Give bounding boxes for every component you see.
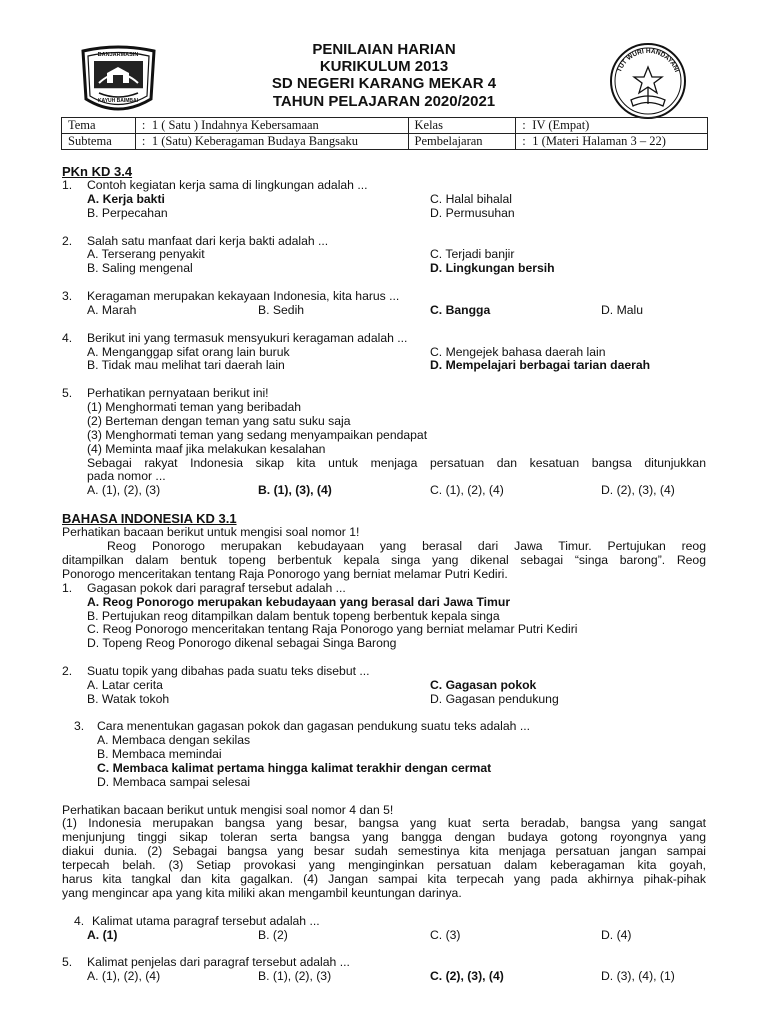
svg-text:BANJARMASIN: BANJARMASIN [97,52,139,58]
option-b: B. Tidak mau melihat tari daerah lain [87,358,285,372]
pembelajaran-label: Pembelajaran [408,134,516,150]
option-a-correct: A. Kerja bakti [87,192,165,206]
reading-passage-line: ditampilkan dalam bentuk topeng berbentuk kepala singa yang dikenal sebagai “singa barong”. Reog [62,553,706,567]
option-d-correct: D. Lingkungan bersih [430,261,555,275]
svg-text:TUT WURI HANDAYANI: TUT WURI HANDAYANI [615,47,681,74]
question-number: 2. [62,234,73,248]
question-number: 4. [62,331,73,345]
option-d: D. (3), (4), (1) [601,969,675,983]
option-d: D. Membaca sampai selesai [97,775,251,789]
question-text: Keragaman merupakan kekayaan Indonesia, kita harus ... [87,289,400,303]
header-school: SD NEGERI KARANG MEKAR 4 [271,75,497,92]
reading-passage-line: harus kita tangkal dan kita gagalkan. (4) Jangan sampai kita terpecah yang pada akhirnya pihak-pihak [62,872,706,886]
option-c: C. Mengejek bahasa daerah lain [430,345,606,359]
option-c: C. (1), (2), (4) [430,483,504,497]
question-text: Cara menentukan gagasan pokok dan gagasan pendukung suatu teks adalah ... [97,719,530,733]
option-d-correct: D. Mempelajari berbagai tarian daerah [430,358,651,372]
option-a-correct: A. (1) [87,928,118,942]
option-d: D. Permusuhan [430,206,515,220]
tema-label: Tema [62,118,136,134]
option-a: A. (1), (2), (4) [87,969,161,983]
kelas-value: : IV (Empat) [516,118,708,134]
tema-value: : 1 ( Satu ) Indahnya Kebersamaan [135,118,408,134]
option-b: B. Membaca memindai [97,747,222,761]
info-table [61,117,708,150]
question-number: 1. [62,581,73,595]
question-stem-cont: pada nomor ... [87,469,166,483]
question-number: 5. [62,386,73,400]
option-b: B. Watak tokoh [87,692,170,706]
question-number: 2. [62,664,73,678]
question-text: Perhatikan pernyataan berikut ini! [87,386,269,400]
header-year: TAHUN PELAJARAN 2020/2021 [272,93,496,110]
question-stem: Sebagai rakyat Indonesia sikap kita untuk menjaga persatuan dan kesatuan bangsa ditunjukkan [87,456,706,470]
question-number: 1. [62,178,73,192]
subtema-label: Subtema [62,134,136,150]
statement-1: (1) Menghormati teman yang beribadah [87,400,302,414]
section-title-pkn: PKn KD 3.4 [62,164,133,179]
option-b-correct: B. (1), (3), (4) [258,483,332,497]
question-text: Gagasan pokok dari paragraf tersebut adalah ... [87,581,346,595]
pembelajaran-value: : 1 (Materi Halaman 3 – 22) [516,134,708,150]
reading-passage-line: (1) Indonesia merupakan bangsa yang besar, bangsa yang kuat serta beradab, bangsa yang sangat [62,816,706,830]
section-title-bahasa-indonesia: BAHASA INDONESIA KD 3.1 [62,511,237,526]
question-number: 4. [74,914,85,928]
question-text: Suatu topik yang dibahas pada suatu teks disebut ... [87,664,370,678]
question-number: 3. [62,289,73,303]
option-c: C. Terjadi banjir [430,247,515,261]
reading-instruction: Perhatikan bacaan berikut untuk mengisi soal nomor 4 dan 5! [62,803,394,817]
option-b: B. Sedih [258,303,305,317]
option-d: D. Malu [601,303,643,317]
option-b: B. (2) [258,928,288,942]
option-c-correct: C. (2), (3), (4) [430,969,504,983]
option-a: A. Terserang penyakit [87,247,205,261]
page-header [0,0,768,118]
kelas-label: Kelas [408,118,516,134]
reading-passage-line: yang mengincar apa yang kita miliki akan mengambil keuntungan darinya. [62,886,462,900]
option-d: D. (2), (3), (4) [601,483,675,497]
statement-3: (3) Menghormati teman yang sedang menyampaikan pendapat [87,428,428,442]
option-b: B. Pertujukan reog ditampilkan dalam bentuk topeng berbentuk kepala singa [87,609,500,623]
option-c: C. Reog Ponorogo menceritakan tentang Raja Ponorogo yang berniat melamar Putri Kediri [87,622,578,636]
question-text: Contoh kegiatan kerja sama di lingkungan adalah ... [87,178,368,192]
header-title: PENILAIAN HARIAN [312,41,456,58]
question-number: 3. [74,719,85,733]
reading-passage-line: Reog Ponorogo merupakan kebudayaan yang berasal dari Jawa Timur. Pertujukan reog [107,539,706,553]
statement-2: (2) Berteman dengan teman yang satu suku saja [87,414,351,428]
option-d: D. Gagasan pendukung [430,692,559,706]
reading-instruction: Perhatikan bacaan berikut untuk mengisi soal nomor 1! [62,525,360,539]
option-c-correct: C. Membaca kalimat pertama hingga kalimat terakhir dengan cermat [97,761,492,775]
subtema-value: : 1 (Satu) Keberagaman Budaya Bangsaku [135,134,408,150]
option-c: C. Halal bihalal [430,192,512,206]
option-c-correct: C. Gagasan pokok [430,678,537,692]
option-d: D. (4) [601,928,632,942]
question-text: Berikut ini yang termasuk mensyukuri keragaman adalah ... [87,331,408,345]
reading-passage-line: Ponorogo menceritakan tentang Raja Ponorogo yang berniat melamar Putri Kediri. [62,567,508,581]
question-text: Kalimat utama paragraf tersebut adalah ... [92,914,320,928]
reading-passage-line: diakui dunia. (2) Sebagai bangsa yang besar sudah semestinya kita menjaga persatuan jangan sampai [62,844,706,858]
reading-passage-line: terpecah belah. (3) Setiap provokasi yang menginginkan persatuan dalam keberagaman kita goyah, [62,858,706,872]
header-curriculum: KURIKULUM 2013 [319,58,449,75]
option-c-correct: C. Bangga [430,303,491,317]
option-a: A. Marah [87,303,137,317]
question-number: 5. [62,955,73,969]
option-a: A. (1), (2), (3) [87,483,161,497]
question-text: Kalimat penjelas dari paragraf tersebut adalah ... [87,955,350,969]
option-b: B. Perpecahan [87,206,168,220]
option-c: C. (3) [430,928,461,942]
option-a: A. Membaca dengan sekilas [97,733,251,747]
statement-4: (4) Meminta maaf jika melakukan kesalahan [87,442,326,456]
option-a: A. Menganggap sifat orang lain buruk [87,345,290,359]
option-b: B. Saling mengenal [87,261,193,275]
tut-wuri-handayani-logo-icon [607,42,689,120]
option-b: B. (1), (2), (3) [258,969,332,983]
option-a: A. Latar cerita [87,678,163,692]
option-d: D. Topeng Reog Ponorogo dikenal sebagai Singa Barong [87,636,397,650]
option-a-correct: A. Reog Ponorogo merupakan kebudayaan yang berasal dari Jawa Timur [87,595,511,609]
svg-text:KAYUH BAIMBAI: KAYUH BAIMBAI [97,98,139,104]
question-text: Salah satu manfaat dari kerja bakti adalah ... [87,234,329,248]
reading-passage-line: menjunjung tinggi sikap toleran serta bangsa yang bangga dengan budaya gotong royongnya yang [62,830,706,844]
